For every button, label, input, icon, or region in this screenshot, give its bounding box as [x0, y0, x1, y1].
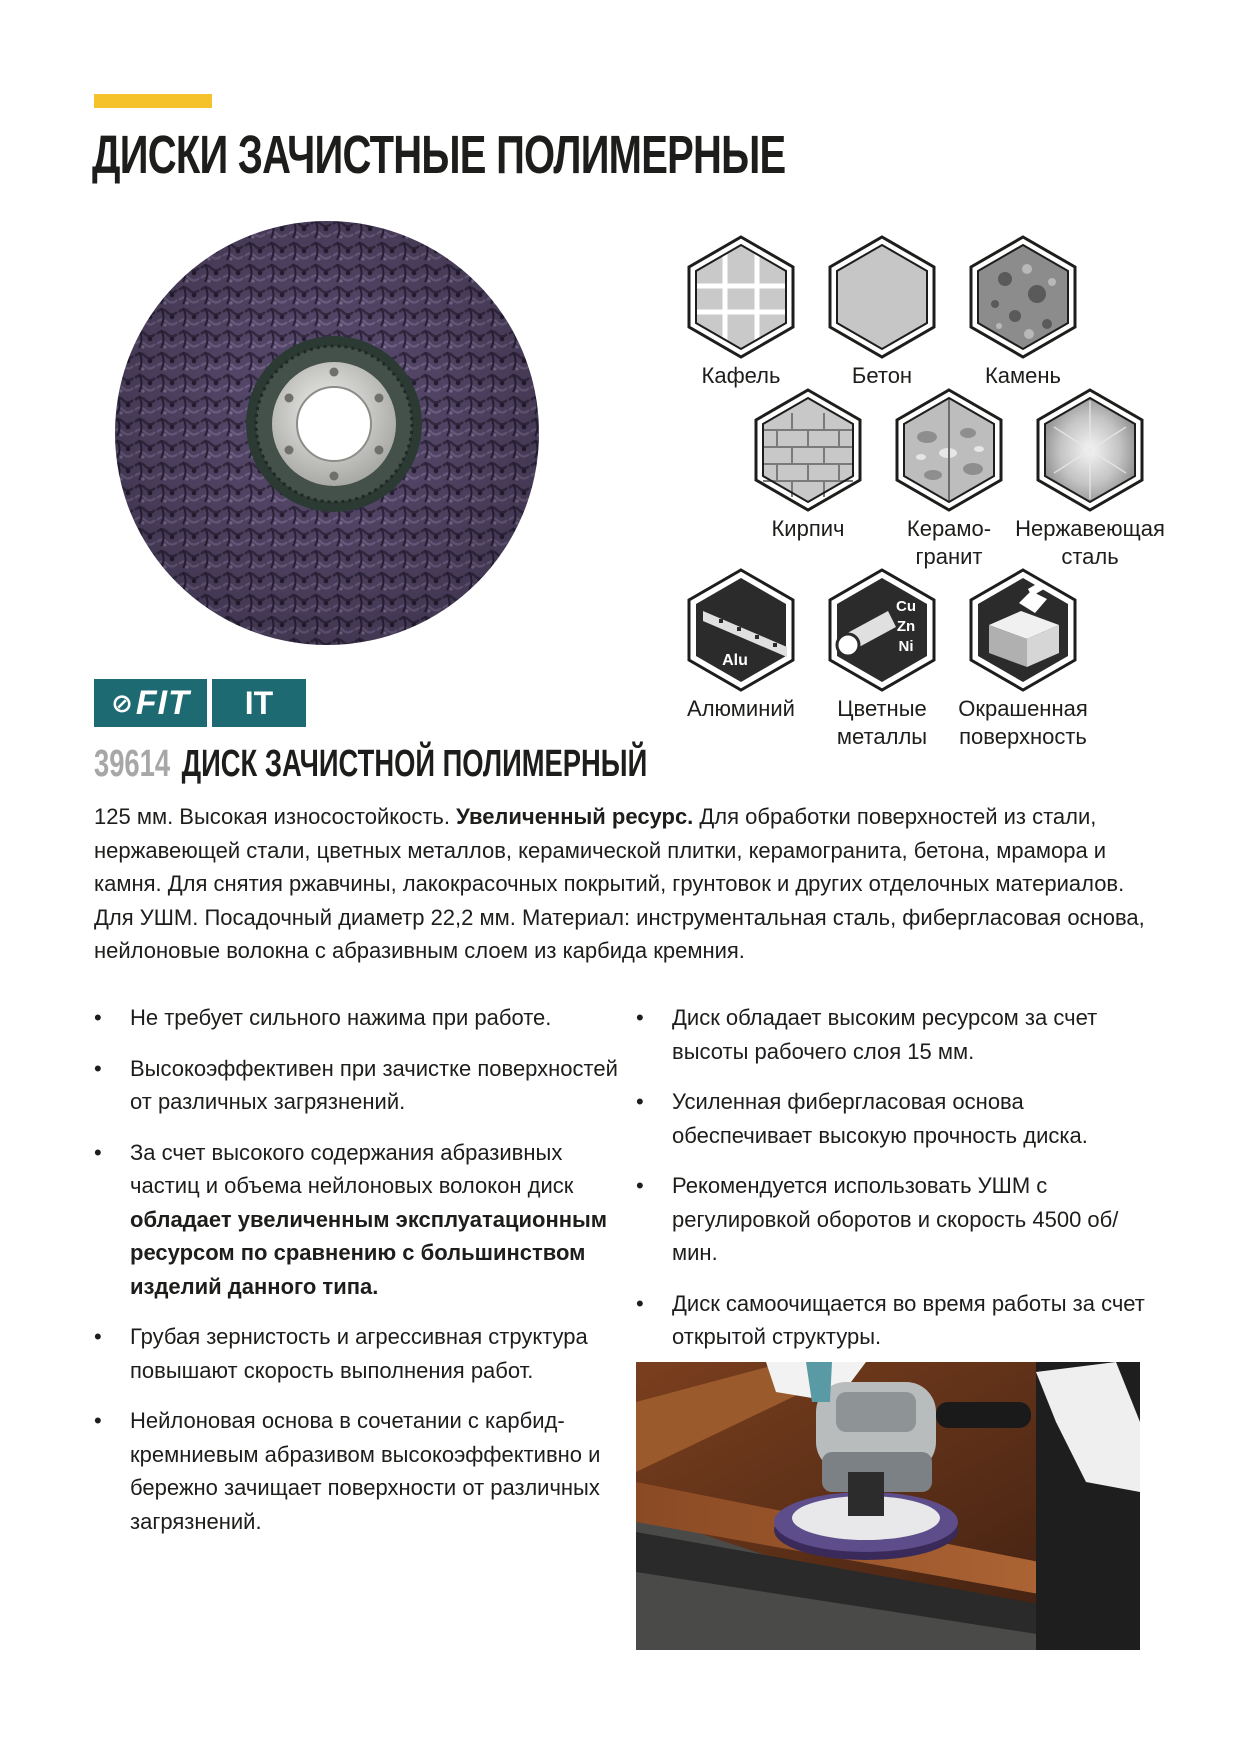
stone-icon	[967, 234, 1079, 360]
material-label: Цветные металлы	[836, 696, 928, 749]
material-non-ferrous	[807, 567, 957, 751]
usage-photo	[636, 1362, 1140, 1650]
zn-text: Zn	[896, 618, 916, 635]
material-label: Камень	[984, 363, 1062, 388]
material-label: Кафель	[701, 363, 781, 388]
concrete-icon	[826, 234, 938, 360]
feature-item: • Высокоэффективен при зачистке поверхностей от различных загрязнений.	[94, 1052, 634, 1119]
feature-item: • За счет высокого содержания абразивных частиц и объема нейлоновых волокон диск обладает увеличенным эксплуатационным ресурсом по сравнению с большинством изделий данного типа.	[94, 1136, 634, 1304]
feature-item: • Диск обладает высоким ресурсом за счет высоты рабочего слоя 15 мм.	[636, 1001, 1156, 1068]
feature-item: • Грубая зернистость и агрессивная структура повышают скорость выполнения работ.	[94, 1320, 634, 1387]
brick-icon	[752, 387, 864, 513]
page-title: ДИСКИ ЗАЧИСТНЫЕ ПОЛИМЕРНЫЕ	[92, 125, 786, 185]
cu-text: Cu	[896, 598, 916, 615]
material-label: Алюминий	[687, 696, 795, 721]
tile-icon	[685, 234, 797, 360]
product-code: 39614	[94, 743, 171, 785]
material-label: Керамо- гранит	[906, 516, 992, 569]
fit-logo-mark-icon: ⊘	[111, 687, 134, 718]
material-label: Бетон	[851, 363, 913, 388]
features-list-left	[94, 1001, 634, 1555]
stainless-steel-icon	[1034, 387, 1146, 513]
feature-item: • Не требует сильного нажима при работе.	[94, 1001, 634, 1035]
feature-item: • Диск самоочищается во время работы за счет открытой структуры.	[636, 1287, 1156, 1354]
product-name: ДИСК ЗАЧИСТНОЙ ПОЛИМЕРНЫЙ	[181, 743, 648, 785]
feature-item: • Рекомендуется использовать УШМ с регулировкой оборотов и скорость 4500 об/мин.	[636, 1169, 1156, 1270]
material-tile	[666, 234, 816, 390]
product-heading	[94, 744, 647, 786]
product-disc-image	[112, 218, 542, 648]
aluminium-icon	[685, 567, 797, 693]
fit-logo-text: ⊘ FIT	[94, 679, 207, 727]
material-concrete	[807, 234, 957, 390]
material-painted-surface	[948, 567, 1098, 751]
non-ferrous-metals-icon	[826, 567, 938, 693]
it-logo-text: IT	[212, 679, 306, 727]
product-description: 125 мм. Высокая износостойкость. Увеличенный ресурс. Для обработки поверхностей из стали, нержавеющей стали, цветных металлов, керамической плитки, керамогранита, бетона, мрамора и камня. Для снятия ржавчины, лакокрасочных покрытий, грунтовок и других отделочных материалов. Для УШМ. Посадочный диаметр 22,2 мм. Материал: инструментальная сталь, фибергласовая основа, нейлоновые волокна с абразивным слоем из карбида кремния.	[94, 804, 1145, 963]
accent-bar	[94, 94, 212, 108]
porcelain-stoneware-icon	[893, 387, 1005, 513]
material-aluminium	[666, 567, 816, 723]
feature-item: • Нейлоновая основа в сочетании с карбид-кремниевым абразивом высокоэффективно и бережно зачищает поверхности от различных загрязнений.	[94, 1404, 634, 1538]
aluminium-icon-text: Alu	[722, 652, 748, 669]
material-brick	[733, 387, 883, 543]
features-list-right	[636, 1001, 1156, 1371]
painted-surface-icon	[967, 567, 1079, 693]
material-label: Нержавеющая сталь	[1015, 516, 1165, 569]
fit-it-logo	[94, 679, 306, 727]
ni-text: Ni	[898, 638, 914, 655]
material-stone	[948, 234, 1098, 390]
material-label: Окрашенная поверхность	[958, 696, 1088, 749]
feature-item: • Усиленная фибергласовая основа обеспечивает высокую прочность диска.	[636, 1085, 1156, 1152]
material-stainless-steel	[1015, 387, 1165, 571]
material-porcelain-stoneware	[874, 387, 1024, 571]
material-label: Кирпич	[771, 516, 845, 541]
